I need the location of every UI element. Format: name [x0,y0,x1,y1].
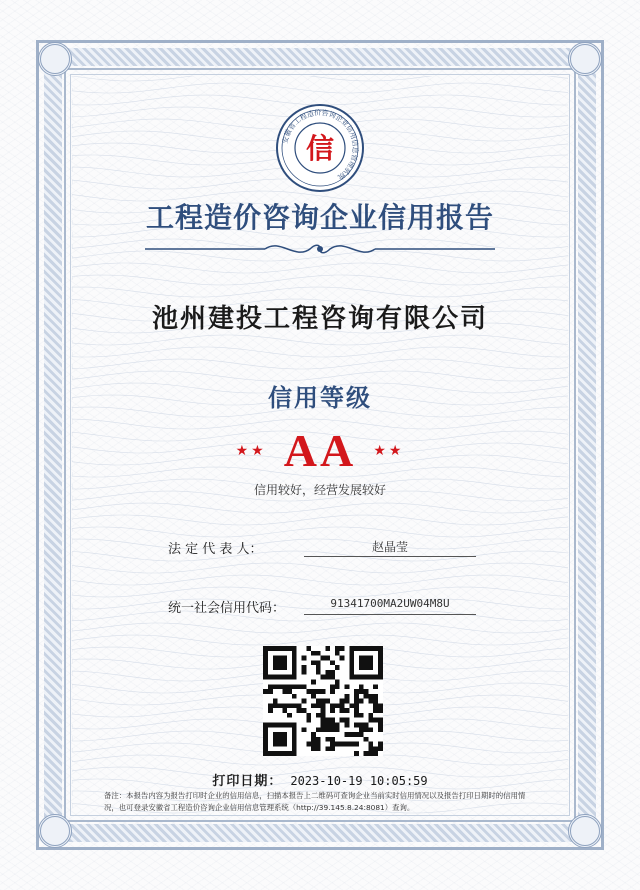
legal-rep-label: 法 定 代 表 人： [168,542,263,557]
credit-grade-label: 信用等级 [268,383,372,412]
qr-code[interactable] [263,646,383,756]
corner-ornament-top-left [38,42,72,76]
seal-ring-text: 安徽省工程造价咨询企业信用信息管理系统 [281,108,360,182]
legal-rep-underline [304,556,476,557]
corner-ornament-bottom-left [38,814,72,848]
corner-ornament-bottom-right [568,814,602,848]
print-date-value: 2023-10-19 10:05:59 [290,774,428,788]
credit-grade-row [0,424,640,474]
footnote: 备注：本报告内容为报告打印时企业的信用信息，扫描本报告上二维码可查询企业当前实时信用情况以及报告打印日期时的信用情况，也可登录安徽省工程造价咨询企业信用信息管理系统（http://39.145.8.24:8081）查询。 [104,791,526,812]
credit-grade-description: 信用较好，经营发展较好 [253,483,386,497]
credit-code-value: 91341700MA2UW04M8U [330,597,450,610]
stars-left-icon: ★★ [235,442,267,459]
stars-right-icon: ★★ [373,442,405,459]
credit-grade-value: AA [283,425,357,476]
print-date-row [0,770,640,789]
corner-ornament-top-right [568,42,602,76]
print-date-label: 打印日期： [212,774,283,789]
title-divider-ornament [145,236,495,262]
seal-center-char: 信 [305,132,335,165]
credit-code-underline [304,614,476,615]
legal-rep-value: 赵晶莹 [371,540,408,554]
report-title: 工程造价咨询企业信用报告 [145,201,494,234]
credit-code-label: 统一社会信用代码： [168,601,286,616]
credit-seal [275,103,365,193]
company-name: 池州建投工程咨询有限公司 [151,304,488,334]
